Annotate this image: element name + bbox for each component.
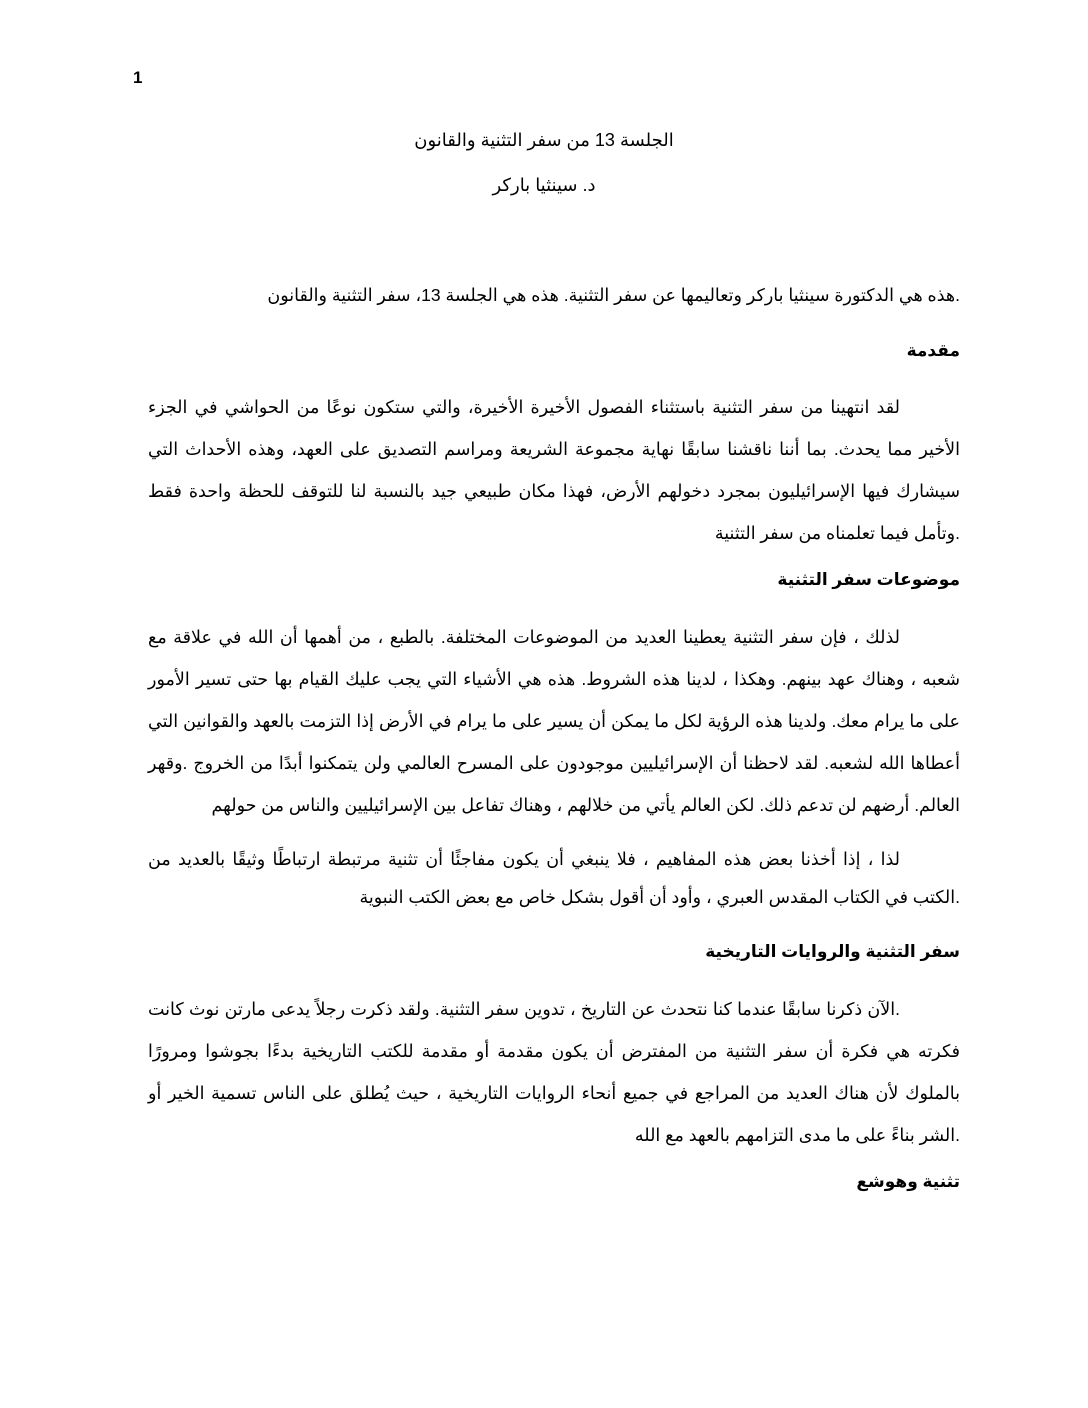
section-body-historical-narratives (148, 988, 960, 1156)
section-body-introduction (148, 386, 960, 554)
paragraph: لذا ، إذا أخذنا بعض هذه المفاهيم ، فلا ينبغي أن يكون مفاجئًا أن تثنية مرتبطة ارتباطًا وثيقًا بالعديد من .الكتب في الكتاب المقدس العبري ، وأود أن أقول بشكل خاص مع بعض الكتب النبوية (148, 849, 960, 907)
intro-text: .هذه هي الدكتورة سينثيا باركر وتعاليمها عن سفر التثنية. هذه هي الجلسة 13، سفر التثنية والقانون (267, 285, 960, 305)
section-heading-introduction: مقدمة (906, 341, 960, 360)
document-title: الجلسة 13 من سفر التثنية والقانون (414, 130, 674, 150)
section-body-themes-2 (148, 840, 960, 916)
paragraph: .الآن ذكرنا سابقًا عندما كنا نتحدث عن التاريخ ، تدوين سفر التثنية. ولقد ذكرت رجلاً يدعى مارتن نوث كانت فكرته هي فكرة أن سفر التثنية من المفترض أن يكون مقدمة أو مقدمة للكتب التاريخية بدءًا بجوشوا ومرورًا بالملوك لأن هناك العديد من المراجع في جميع أنحاء الروايات التاريخية ، حيث يُطلق على الناس تسمية الخير أو .الشر بناءً على ما مدى التزامهم بالعهد مع الله (148, 999, 960, 1145)
section-heading-historical-narratives: سفر التثنية والروايات التاريخية (705, 942, 960, 961)
paragraph: لقد انتهينا من سفر التثنية باستثناء الفصول الأخيرة الأخيرة، والتي ستكون نوعًا من الحواشي في الجزء الأخير مما يحدث. بما أننا ناقشنا سابقًا نهاية مجموعة الشريعة ومراسم التصديق على العهد، وهذه الأحداث التي سيشارك فيها الإسرائيليون بمجرد دخولهم الأرض، فهذا مكان طبيعي جيد بالنسبة لنا للتوقف للحظة واحدة فقط .وتأمل فيما تعلمناه من سفر التثنية (148, 397, 960, 543)
section-body-themes (148, 616, 960, 826)
section-heading-themes: موضوعات سفر التثنية (777, 570, 960, 589)
document-author: د. سينثيا باركر (492, 175, 596, 195)
paragraph: لذلك ، فإن سفر التثنية يعطينا العديد من الموضوعات المختلفة. بالطبع ، من أهمها أن الله في علاقة مع شعبه ، وهناك عهد بينهم. وهكذا ، لدينا هذه الشروط. هذه هي الأشياء التي يجب عليك القيام بها حتى تسير الأمور على ما يرام معك. ولدينا هذه الرؤية لكل ما يمكن أن يسير على ما يرام في الأرض إذا التزمت بالعهد والقوانين التي أعطاها الله لشعبه. لقد لاحظنا أن الإسرائيليين موجودون على المسرح العالمي ولن يتمكنوا أبدًا من الخروج .وقهر العالم. أرضهم لن تدعم ذلك. لكن العالم يأتي من خلالهم ، وهناك تفاعل بين الإسرائيليين والناس من حولهم (148, 627, 960, 815)
page-number: 1 (133, 68, 143, 87)
section-heading-hosea: تثنية وهوشع (856, 1172, 960, 1191)
